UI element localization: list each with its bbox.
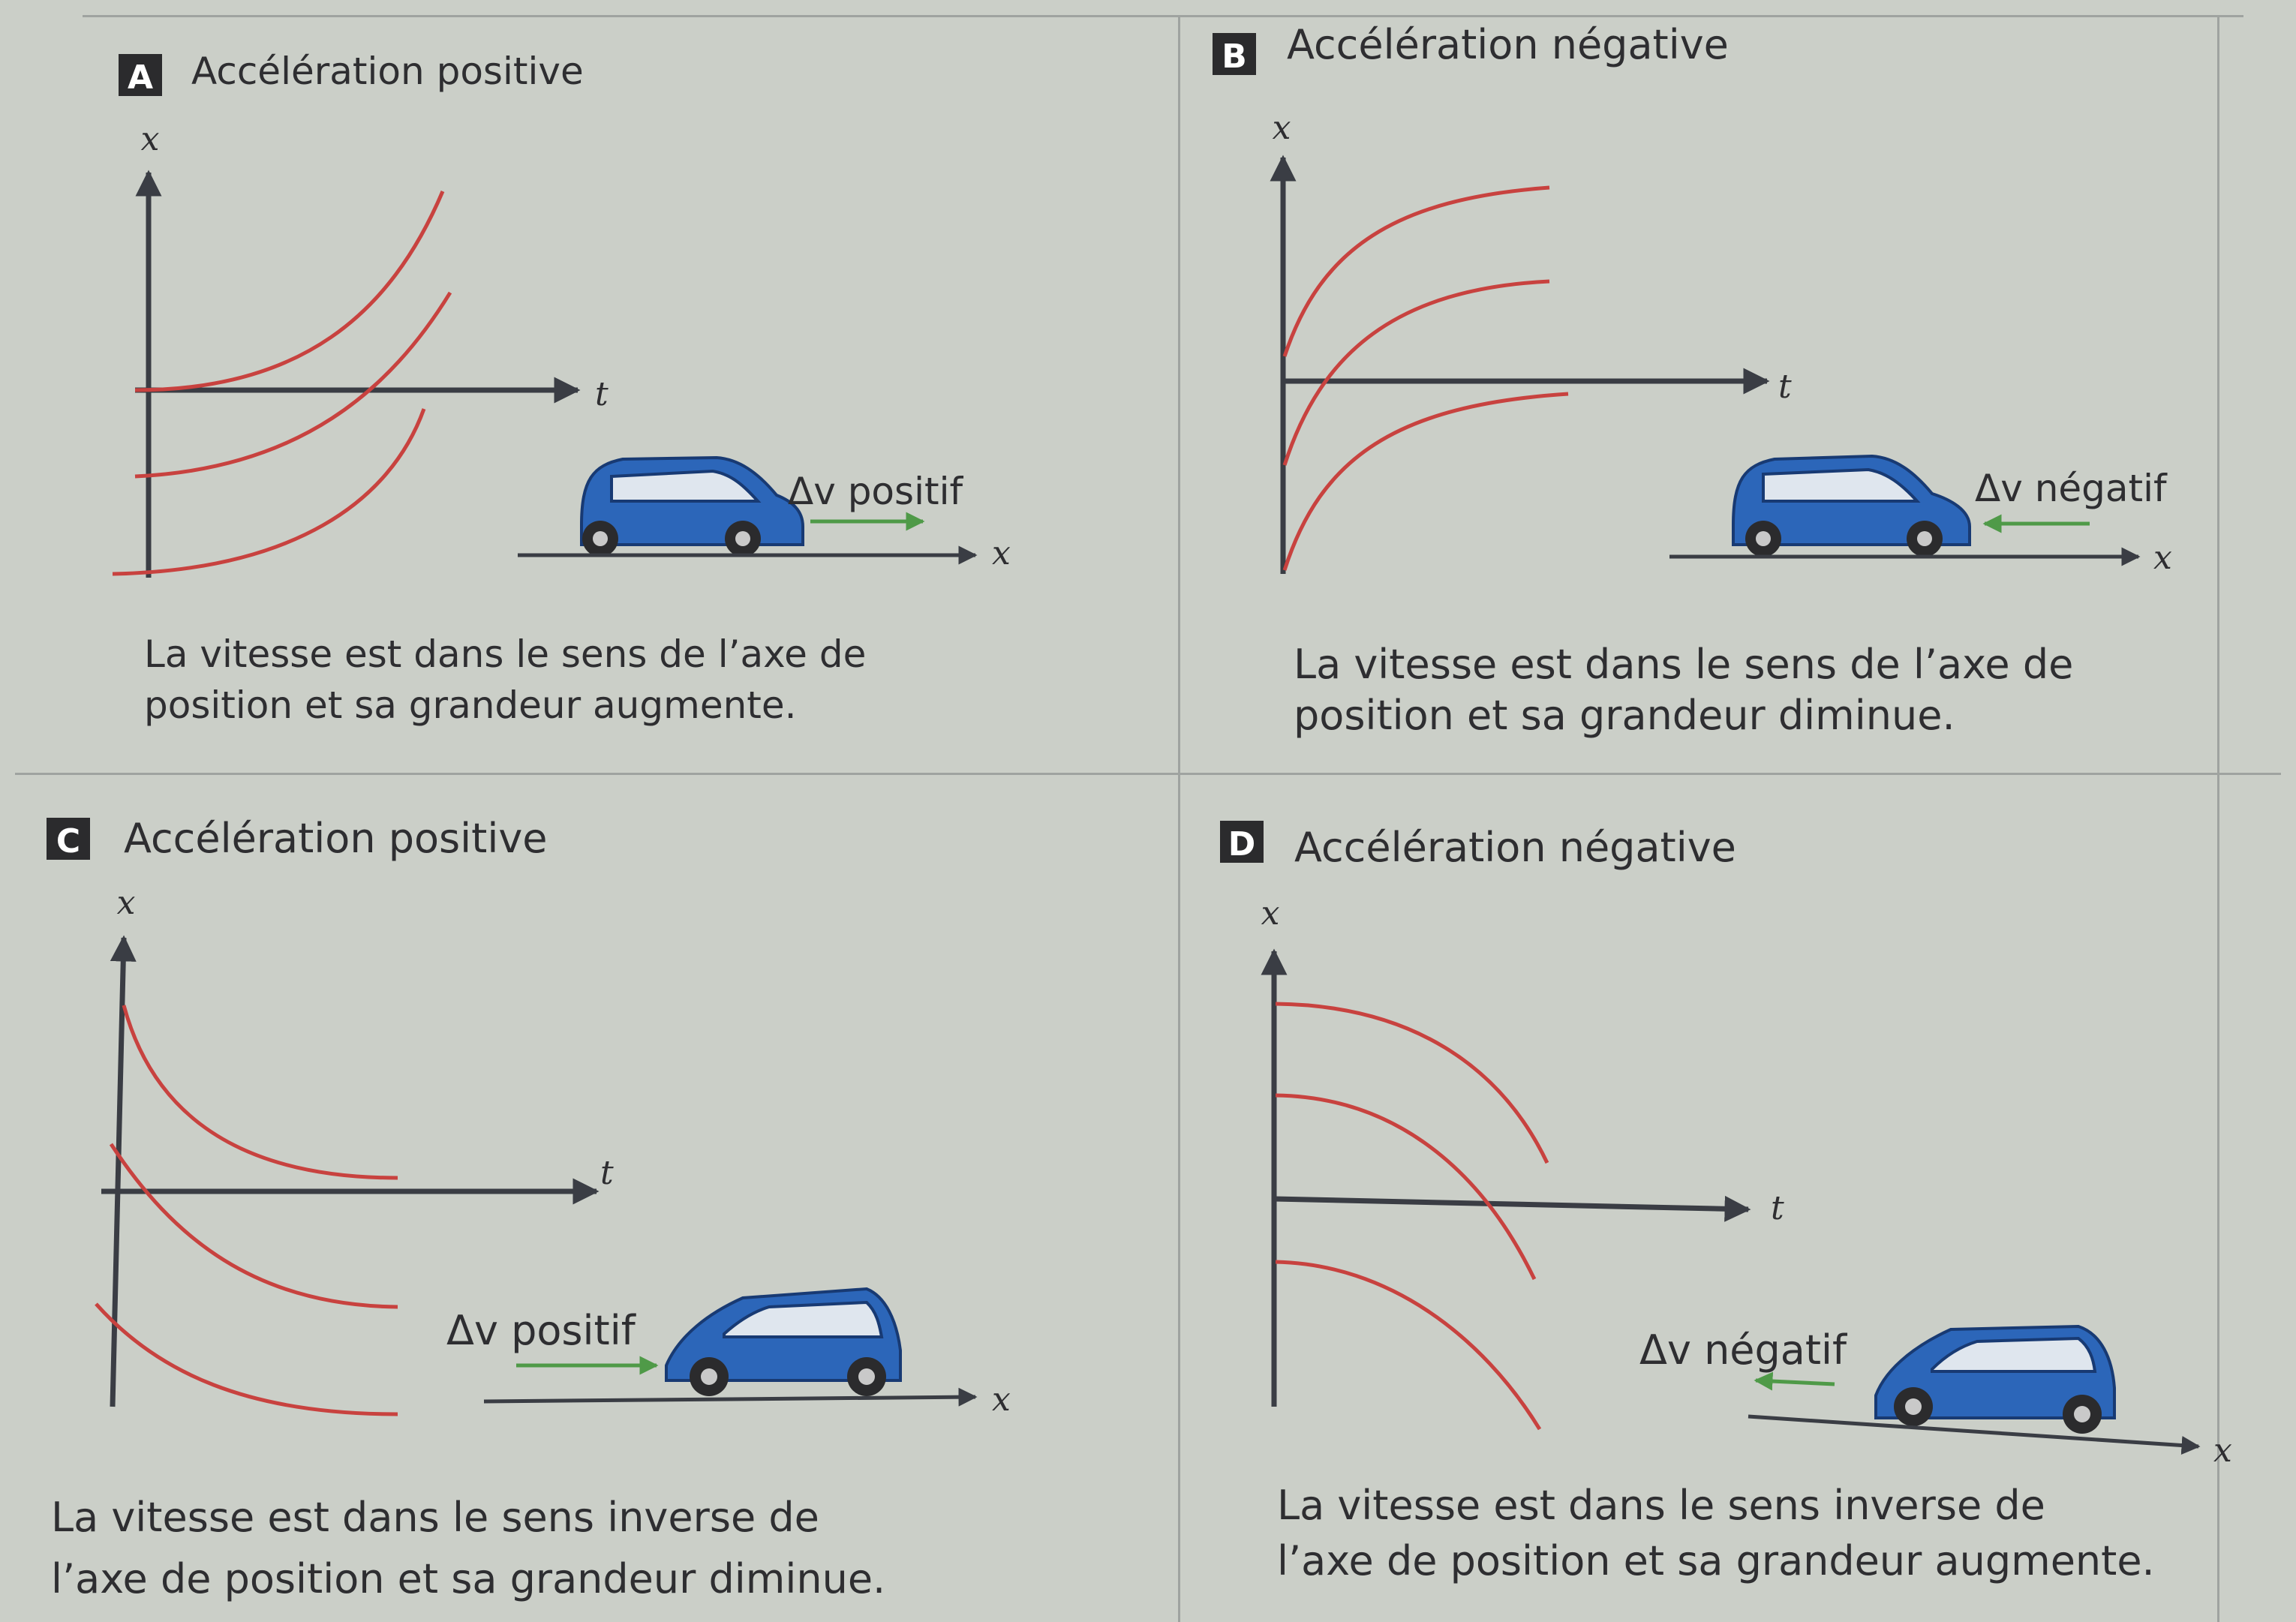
- panel-d-caption-line-2: l’axe de position et sa grandeur augmente.: [1277, 1537, 2155, 1584]
- panel-b-letter: B: [1222, 38, 1247, 76]
- panel-d-dv-arrow: [1756, 1380, 1835, 1384]
- panel-a-y-axis-label: x: [140, 120, 160, 158]
- panel-d-x-axis: [1748, 1416, 2198, 1446]
- panel-a-car-hub-front: [735, 531, 750, 546]
- panel-c-caption-line-2: l’axe de position et sa grandeur diminue.: [51, 1555, 886, 1602]
- panel-a-letter: A: [127, 59, 154, 97]
- panel-c-title: Accélération positive: [124, 815, 548, 862]
- panel-c-t-axis-label: t: [600, 1154, 614, 1192]
- panel-d-car: [1876, 1326, 2114, 1434]
- panel-b-curve-1: [1285, 188, 1549, 356]
- panel-a-caption-line-1: La vitesse est dans le sens de l’axe de: [144, 632, 867, 676]
- panel-d-t-axis-label: t: [1771, 1189, 1784, 1227]
- panel-d-caption: [1277, 1478, 2252, 1589]
- panel-a-curve-1: [135, 191, 443, 390]
- panel-c: [47, 815, 1011, 1419]
- panel-b-curve-2: [1285, 281, 1549, 465]
- panel-d-curve-3: [1276, 1262, 1540, 1429]
- panel-b-caption: [1294, 639, 2194, 741]
- panel-b-caption-line-2: position et sa grandeur diminue.: [1294, 692, 1955, 739]
- right-frame-line: [2217, 15, 2219, 1622]
- panel-a: [113, 50, 1011, 578]
- panel-c-car-hub-rear: [701, 1368, 717, 1385]
- panel-c-x-axis: [484, 1397, 975, 1401]
- panel-d-car-hub-front: [2074, 1406, 2090, 1422]
- panel-b-t-axis-label: t: [1778, 368, 1792, 406]
- panel-d-dv-label: Δv négatif: [1639, 1326, 1847, 1374]
- panel-a-x-axis-label: x: [992, 534, 1011, 572]
- top-frame-line: [83, 15, 2243, 17]
- panel-divider-vertical: [1178, 15, 1180, 1622]
- panel-c-car-hub-front: [858, 1368, 875, 1385]
- panel-a-car-hub-rear: [593, 531, 608, 546]
- panel-d-letter: D: [1228, 825, 1256, 864]
- panel-c-caption: [51, 1487, 1101, 1610]
- panel-c-car: [666, 1289, 900, 1396]
- panel-d-car-hub-rear: [1905, 1398, 1922, 1415]
- panel-b-title: Accélération négative: [1287, 21, 1729, 68]
- panel-c-curve-1: [124, 1005, 398, 1178]
- panel-d-t-axis: [1274, 1199, 1748, 1209]
- panel-c-y-axis-label: x: [116, 884, 136, 922]
- panel-c-caption-line-1: La vitesse est dans le sens inverse de: [51, 1494, 819, 1541]
- panel-b-y-axis-label: x: [1272, 109, 1291, 147]
- panel-b-car: [1733, 456, 1970, 557]
- panel-b-car-hub-front: [1917, 531, 1932, 546]
- panel-d-y-axis-label: x: [1261, 894, 1280, 933]
- panel-c-dv-label: Δv positif: [446, 1307, 636, 1354]
- panel-d: [1220, 821, 2232, 1470]
- panel-a-dv-label: Δv positif: [788, 470, 963, 513]
- panel-a-caption-line-2: position et sa grandeur augmente.: [144, 683, 797, 727]
- panel-a-caption: [144, 629, 1119, 731]
- panel-a-t-axis-label: t: [595, 375, 609, 413]
- panel-d-curve-1: [1276, 1004, 1547, 1163]
- panel-a-car: [582, 458, 803, 557]
- panel-d-x-axis-label: x: [2213, 1431, 2232, 1470]
- panel-b-curve-3: [1285, 394, 1568, 570]
- panel-a-title: Accélération positive: [191, 50, 584, 93]
- panel-b-dv-label: Δv négatif: [1975, 467, 2167, 510]
- panel-b-car-hub-rear: [1756, 531, 1771, 546]
- panel-b-x-axis-label: x: [2153, 539, 2172, 577]
- panel-d-caption-line-1: La vitesse est dans le sens inverse de: [1277, 1482, 2045, 1529]
- panel-d-title: Accélération négative: [1294, 824, 1736, 871]
- panel-divider-horizontal: [15, 773, 2281, 775]
- panel-c-curve-3: [96, 1304, 398, 1414]
- panel-b: [1213, 21, 2172, 577]
- panel-c-y-axis: [113, 938, 124, 1407]
- panel-c-x-axis-label: x: [992, 1380, 1011, 1419]
- panel-d-curve-2: [1276, 1095, 1534, 1279]
- panel-c-letter: C: [56, 822, 81, 861]
- panel-a-curve-3: [113, 409, 424, 574]
- panel-b-caption-line-1: La vitesse est dans le sens de l’axe de: [1294, 641, 2074, 688]
- panel-c-curve-2: [111, 1144, 398, 1307]
